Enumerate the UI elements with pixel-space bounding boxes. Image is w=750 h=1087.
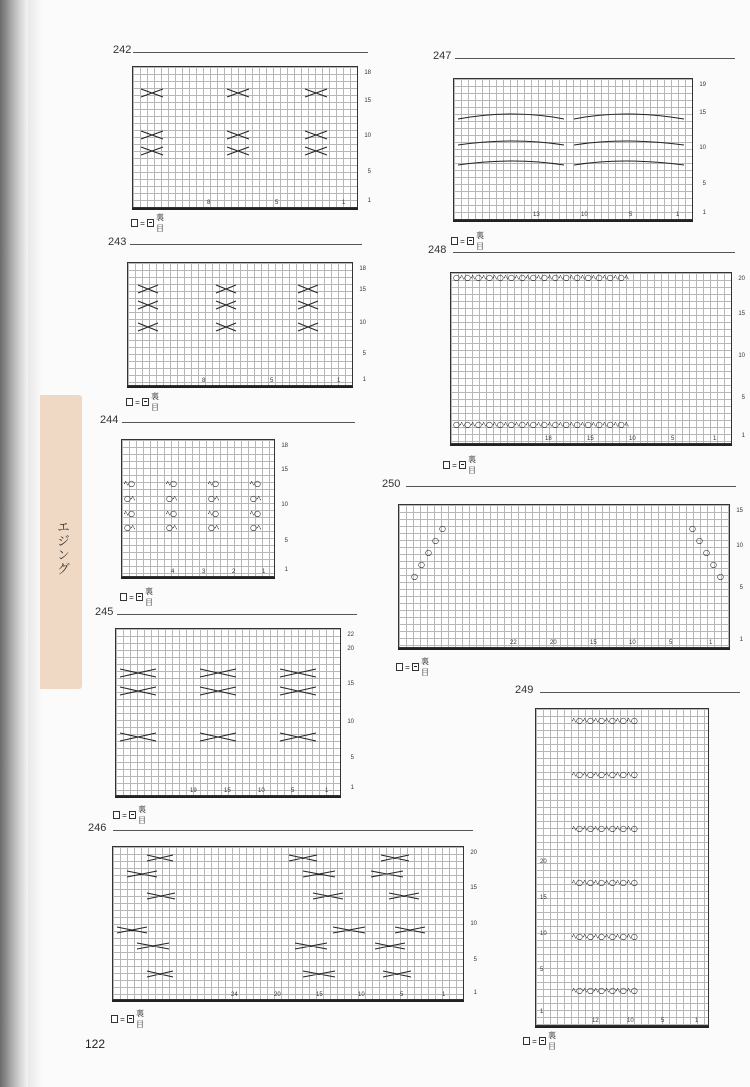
legend-equals: = <box>532 1036 537 1046</box>
legend <box>443 454 480 476</box>
row-number: 15 <box>540 895 547 901</box>
stitch-number: 5 <box>275 200 279 206</box>
stitch-number: 5 <box>669 640 673 646</box>
knitting-chart: 20 15 10 5 1 ﾍ○ﾍ○ﾍ○ﾍ○ﾍ○ﾍ○ ﾍ○ﾍ○ﾍ○ﾍ○ﾍ○ﾍ○ ﾍ○ﾍ○ﾍ○ﾍ○ﾍ○ﾍ○ ﾍ○ﾍ○ﾍ○ﾍ○ﾍ○ﾍ○ ﾍ○ﾍ○ﾍ○ﾍ○ﾍ○ﾍ○ ﾍ○ﾍ○ﾍ○ﾍ○ﾍ○ﾍ○ 12 10 5 1 <box>535 708 709 1026</box>
row-number: 5 <box>473 957 477 963</box>
row-number: 5 <box>702 181 706 187</box>
title-rule <box>117 614 357 615</box>
title-rule <box>540 692 740 693</box>
row-number: 15 <box>347 681 354 687</box>
book-spine <box>0 0 28 1087</box>
stitch-number: 8 <box>202 378 206 384</box>
title-rule <box>122 422 355 423</box>
legend-equals: = <box>120 1014 125 1024</box>
legend-equals: = <box>460 236 465 246</box>
legend-equals: = <box>140 218 145 228</box>
row-number: 1 <box>350 785 354 791</box>
legend-label: 裏目 <box>547 1031 556 1051</box>
stitch-number: 1 <box>262 569 266 575</box>
twisted-stitches <box>454 79 692 219</box>
purl-symbol <box>127 1015 134 1023</box>
stitch-number: 10 <box>627 1018 634 1024</box>
chart-baseline <box>115 796 341 798</box>
purl-symbol <box>147 219 154 227</box>
stitch-number: 15 <box>224 788 231 794</box>
stitch-number: 1 <box>709 640 713 646</box>
knit-symbol <box>396 663 403 671</box>
row-number: 20 <box>470 850 477 856</box>
pattern-number: 244 <box>100 414 119 426</box>
legend <box>131 212 168 234</box>
row-number: 1 <box>284 567 288 573</box>
row-number: 1 <box>739 637 743 643</box>
stitch-number: 15 <box>316 992 323 998</box>
row-number: 19 <box>699 82 706 88</box>
stitch-number: 20 <box>274 992 281 998</box>
legend-equals: = <box>129 592 134 602</box>
row-number: 5 <box>284 538 288 544</box>
stitch-number: 20 <box>550 640 557 646</box>
row-number: 1 <box>540 1009 544 1015</box>
knit-symbol <box>111 1015 118 1023</box>
pattern-number: 246 <box>88 822 107 834</box>
row-number: 18 <box>359 266 366 272</box>
purl-symbol <box>459 461 466 469</box>
stitch-number: 1 <box>676 212 680 218</box>
row-number: 15 <box>699 110 706 116</box>
legend <box>111 1008 148 1030</box>
purl-symbol <box>129 811 136 819</box>
row-number: 5 <box>540 967 544 973</box>
legend <box>523 1030 560 1052</box>
legend-equals: = <box>405 662 410 672</box>
chart-baseline <box>450 444 732 446</box>
stitch-number: 1 <box>337 378 341 384</box>
knit-symbol <box>523 1037 530 1045</box>
legend <box>113 804 150 826</box>
row-number: 15 <box>470 885 477 891</box>
chart-baseline <box>121 577 275 579</box>
cable-crossings <box>133 67 357 207</box>
knit-symbol <box>451 237 458 245</box>
stitch-number: 8 <box>207 200 211 206</box>
row-number: 10 <box>364 133 371 139</box>
stitch-number: 24 <box>231 992 238 998</box>
chart-baseline <box>127 386 353 388</box>
chart-baseline <box>112 1000 464 1002</box>
row-number: 10 <box>359 320 366 326</box>
legend-equals: = <box>452 460 457 470</box>
knitting-chart <box>115 628 354 796</box>
knitting-chart <box>127 262 366 386</box>
legend <box>396 656 433 678</box>
stitch-number: 5 <box>270 378 274 384</box>
knit-symbol <box>126 398 133 406</box>
row-number: 15 <box>364 98 371 104</box>
row-number: 22 <box>347 632 354 638</box>
stitch-number: 5 <box>400 992 404 998</box>
stitch-number: 5 <box>291 788 295 794</box>
row-number: 10 <box>347 719 354 725</box>
knit-symbol <box>113 811 120 819</box>
knit-symbol <box>131 219 138 227</box>
purl-symbol <box>467 237 474 245</box>
legend-label: 裏目 <box>155 213 164 233</box>
legend <box>451 230 488 252</box>
row-number: 1 <box>473 990 477 996</box>
pattern-number: 248 <box>428 244 447 256</box>
title-rule <box>406 486 736 487</box>
title-rule <box>130 244 362 245</box>
stitch-number: 1 <box>342 200 346 206</box>
legend-label: 裏目 <box>150 392 159 412</box>
knitting-chart <box>112 846 477 1000</box>
legend-label: 裏目 <box>135 1009 144 1029</box>
knitting-chart <box>453 78 706 220</box>
row-number: 10 <box>281 502 288 508</box>
stitch-number: 13 <box>533 212 540 218</box>
legend-equals: = <box>135 397 140 407</box>
row-number: 5 <box>367 169 371 175</box>
stitch-number: 1 <box>325 788 329 794</box>
page-number: 122 <box>85 1037 106 1051</box>
legend <box>126 391 163 413</box>
row-number: 1 <box>741 433 745 439</box>
stitch-number: 4 <box>171 569 175 575</box>
knit-symbol <box>120 593 127 601</box>
row-number: 10 <box>738 353 745 359</box>
legend-label: 裏目 <box>144 587 153 607</box>
knitting-chart: 15 10 5 1 ○ ○ ○ ○ ○ ○ ○ ○ ○ ○ 22 20 15 10 5 1 <box>398 504 730 648</box>
legend-label: 裏目 <box>420 657 429 677</box>
section-tab-label: エジング <box>54 520 69 576</box>
row-number: 10 <box>736 543 743 549</box>
legend-label: 裏目 <box>467 455 476 475</box>
stitch-number: 2 <box>232 569 236 575</box>
title-rule <box>455 58 735 59</box>
purl-symbol <box>539 1037 546 1045</box>
chart-baseline <box>398 648 730 650</box>
stitch-number: 10 <box>258 788 265 794</box>
pattern-number: 242 <box>113 44 132 56</box>
knitting-chart: 18 15 10 5 1 ﾍ○ ﾍ○ ﾍ○ ﾍ○ ○ﾍ ○ﾍ ○ﾍ ○ﾍ ﾍ○ ﾍ○ ﾍ○ ﾍ○ ○ﾍ ○ﾍ ○ﾍ ○ﾍ 4 3 2 1 <box>121 439 275 577</box>
cable-crossings <box>113 847 463 999</box>
stitch-number: 12 <box>592 1018 599 1024</box>
row-number: 10 <box>540 931 547 937</box>
pattern-number: 250 <box>382 478 401 490</box>
stitch-number: 3 <box>202 569 206 575</box>
row-number: 18 <box>281 443 288 449</box>
purl-symbol <box>136 593 143 601</box>
title-rule <box>453 252 735 253</box>
row-number: 10 <box>470 921 477 927</box>
row-number: 1 <box>362 377 366 383</box>
stitch-number: 10 <box>358 992 365 998</box>
legend <box>120 586 157 608</box>
row-number: 5 <box>741 395 745 401</box>
row-number: 5 <box>350 755 354 761</box>
row-number: 15 <box>359 287 366 293</box>
stitch-number: 19 <box>190 788 197 794</box>
stitch-number: 5 <box>661 1018 665 1024</box>
stitch-number: 10 <box>629 640 636 646</box>
twisted-stitches <box>116 629 340 795</box>
stitch-number: 1 <box>442 992 446 998</box>
stitch-number: 18 <box>545 436 552 442</box>
pattern-number: 243 <box>108 236 127 248</box>
stitch-number: 1 <box>695 1018 699 1024</box>
stitch-number: 1 <box>713 436 717 442</box>
chart-baseline <box>132 208 358 210</box>
row-number: 5 <box>739 585 743 591</box>
pattern-number: 249 <box>515 684 534 696</box>
row-number: 1 <box>367 198 371 204</box>
legend-label: 裏目 <box>475 231 484 251</box>
row-number: 20 <box>540 859 547 865</box>
row-number: 18 <box>364 70 371 76</box>
stitch-number: 5 <box>629 212 633 218</box>
chart-baseline <box>535 1026 709 1028</box>
stitch-number: 15 <box>587 436 594 442</box>
stitch-number: 22 <box>510 640 517 646</box>
row-number: 15 <box>738 311 745 317</box>
stitch-number: 10 <box>581 212 588 218</box>
chart-baseline <box>453 220 693 222</box>
knitting-chart <box>132 66 371 208</box>
row-number: 20 <box>347 646 354 652</box>
stitch-number: 10 <box>629 436 636 442</box>
pattern-number: 247 <box>433 50 452 62</box>
purl-symbol <box>412 663 419 671</box>
row-number: 10 <box>699 145 706 151</box>
row-number: 15 <box>736 508 743 514</box>
row-number: 20 <box>738 276 745 282</box>
legend-equals: = <box>122 810 127 820</box>
row-number: 5 <box>362 351 366 357</box>
row-number: 15 <box>281 467 288 473</box>
stitch-number: 5 <box>671 436 675 442</box>
title-rule <box>113 830 473 831</box>
legend-label: 裏目 <box>137 805 146 825</box>
purl-symbol <box>142 398 149 406</box>
knit-symbol <box>443 461 450 469</box>
knitting-chart: 20 15 10 5 1 ○ﾍ○ﾍ○ﾍ○ﾍ○ﾍ○ﾍ○ﾍ○ﾍ○ﾍ○ﾍ○ﾍ○ﾍ○ﾍ○ﾍ○ﾍ○ﾍ ○ﾍ○ﾍ○ﾍ○ﾍ○ﾍ○ﾍ○ﾍ○ﾍ○ﾍ○ﾍ○ﾍ○ﾍ○ﾍ○ﾍ○ﾍ○ﾍ 18 15 10 5 1 <box>450 272 732 444</box>
title-rule <box>133 52 368 53</box>
cable-crossings <box>128 263 352 385</box>
row-number: 1 <box>702 210 706 216</box>
pattern-number: 245 <box>95 606 114 618</box>
stitch-number: 15 <box>590 640 597 646</box>
